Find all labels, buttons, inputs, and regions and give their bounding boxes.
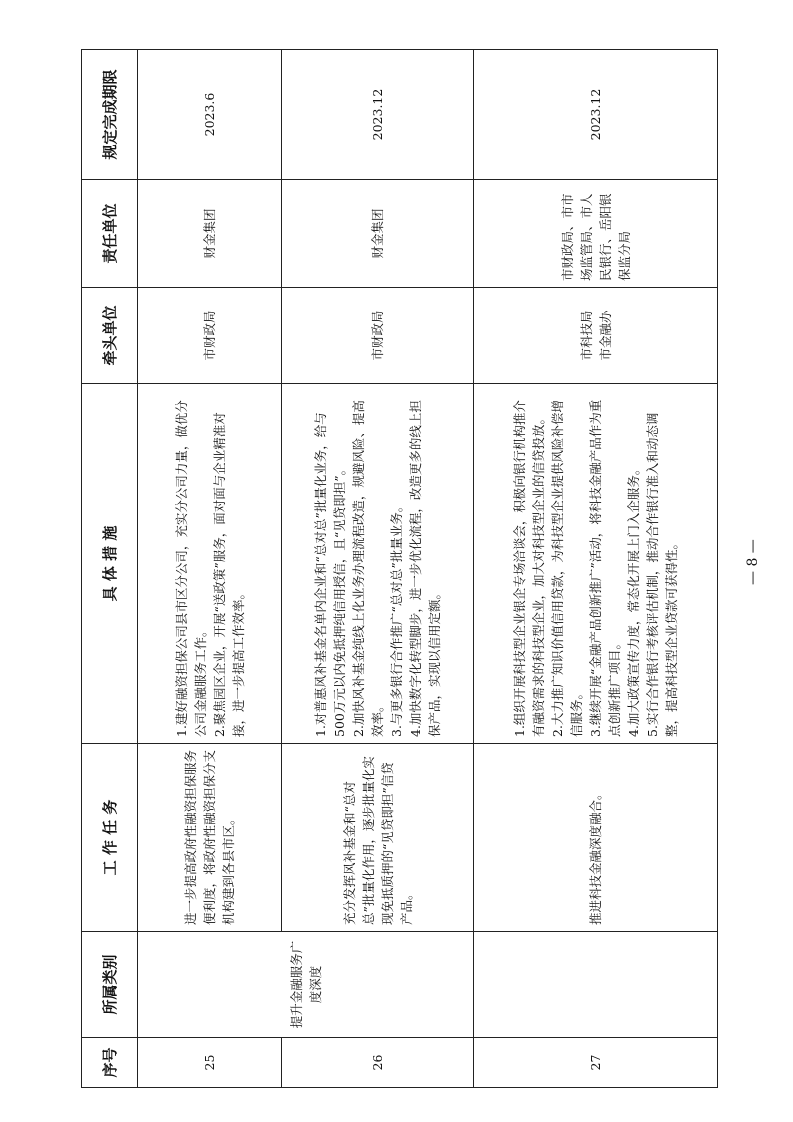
row-measures	[474, 384, 718, 744]
row-task: 推进科技金融深度融合。	[474, 744, 718, 932]
header-seq: 序号	[82, 1038, 138, 1088]
measure-item: 1.组织开展科技型企业银企专场洽谈会，积极向银行机构推介有融资需求的科技型企业，加大对科技型企业的信贷投放。	[512, 400, 546, 737]
measure-item: 3.与更多银行合作推广“总对总”批量业务。	[389, 499, 404, 737]
task-table	[81, 49, 718, 1088]
row-lead: 市财政局	[138, 288, 282, 384]
row-lead: 市财政局	[282, 288, 474, 384]
row-lead: 市科技局 市金融办	[474, 288, 718, 384]
row-measures	[138, 384, 282, 744]
header-row	[82, 50, 138, 1088]
header-task: 工 作 任 务	[82, 744, 138, 932]
measure-item: 2.大力推广知识价值信用贷款，为科技型企业提供风险补偿增信服务。	[550, 400, 584, 737]
row-responsible: 市财政局、市市场监管局、市人民银行、岳阳银保监分局	[474, 180, 718, 288]
measure-item: 5.实行合作银行考核评估机制，推动合作银行准入和动态调整，提高科技型企业贷款可获得性。	[645, 412, 679, 737]
measure-item: 2.聚焦园区企业，开展“送政策”服务，面对面与企业精准对接，进一步提高工作效率。	[211, 412, 246, 737]
header-lead: 牵头单位	[82, 288, 138, 384]
row-measures	[282, 384, 474, 744]
header-deadline: 规定完成期限	[82, 50, 138, 180]
row-responsible: 财金集团	[138, 180, 282, 288]
row-category-empty	[474, 932, 718, 1038]
measure-item: 2.加快风补基金纯线上化业务办理流程改造，规避风险、提高效率。	[351, 400, 385, 737]
row-deadline: 2023.12	[474, 50, 718, 180]
row-responsible: 财金集团	[282, 180, 474, 288]
row-task: 充分发挥风补基金和“总对总”批量化作用，逐步批量化实现免抵质押的“见贷即担”信贷产品。	[282, 744, 474, 932]
measure-item: 1.建好融资担保公司县市区分公司，充实分公司力量，做优分公司金融服务工作。	[173, 400, 208, 737]
measure-item: 4.加大政策宣传力度，常态化开展上门入企服务。	[626, 462, 641, 737]
row-seq: 25	[138, 1038, 282, 1088]
row-deadline: 2023.6	[138, 50, 282, 180]
table-row	[138, 50, 282, 1088]
row-deadline: 2023.12	[282, 50, 474, 180]
measure-item: 1.对普惠风补基金名单内企业和“总对总”批量化业务，给与500万元以内免抵押纯信用授信，且“见贷即担”。	[313, 412, 347, 737]
table-row	[474, 50, 718, 1088]
page-number: — 8 —	[745, 539, 761, 585]
row-task: 进一步提高政府性融资担保服务便利度，将政府性融资担保分支机构建到各县市区。	[138, 744, 282, 932]
header-category: 所属类别	[82, 932, 138, 1038]
rotated-table-wrapper	[81, 50, 717, 1088]
category-label: 提升金融服务广度深度	[288, 940, 323, 1029]
header-measures: 具 体 措 施	[82, 384, 138, 744]
measure-item: 3.继续开展“金融产品创新推广”活动，将科技金融产品作为重点创新推广项目。	[588, 399, 622, 737]
measure-item: 4.加快数字化转型脚步，进一步优化流程，改造更多的线上担保产品，实现以信用定额。	[408, 400, 442, 737]
row-seq: 26	[282, 1038, 474, 1088]
header-responsible: 责任单位	[82, 180, 138, 288]
category-cell	[138, 932, 474, 1038]
row-seq: 27	[474, 1038, 718, 1088]
